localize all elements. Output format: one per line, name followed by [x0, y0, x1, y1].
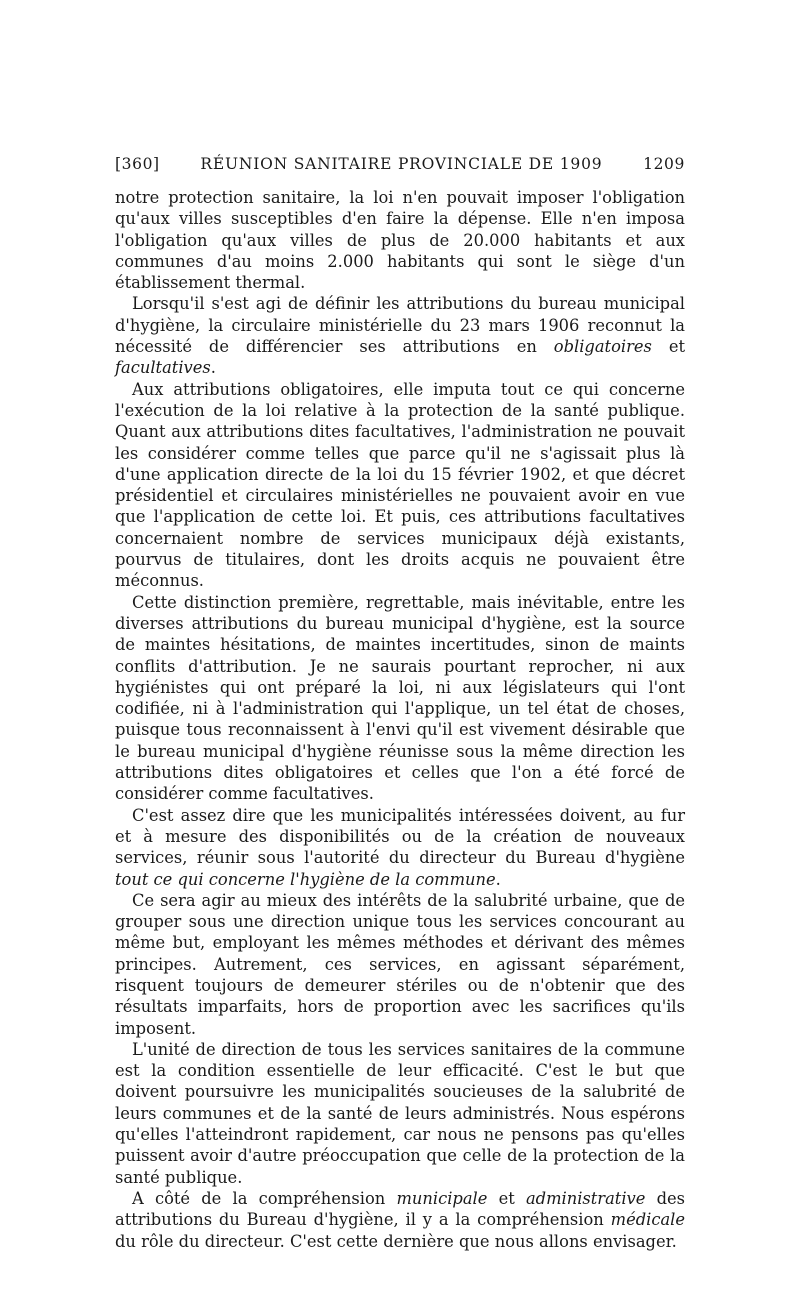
- paragraph: [115, 1039, 685, 1188]
- italic-text: facultatives: [115, 358, 211, 378]
- text-run: Aux attributions obligatoires, elle imputa tout ce qui concerne l'exécution de la loi relative à la protection de la santé publique. Quant aux attributions dites facultatives, l'administration ne pouvait les considérer comme telles que parce qu'il ne s'agissait plus là d'une application directe de la loi du 15 février 1902, et que décret présidentiel et circulaires ministérielles ne pouvaient avoir en vue que l'application de cette loi. Et puis, ces attributions facultatives concernaient nombre de services municipaux déjà existants, pourvus de titulaires, dont les droits acquis ne pouvaient être méconnus.: [115, 379, 685, 591]
- italic-text: obligatoires: [553, 337, 652, 357]
- running-title: RÉUNION SANITAIRE PROVINCIALE DE 1909: [200, 155, 603, 173]
- text-run: .: [495, 869, 501, 889]
- italic-text: médicale: [610, 1210, 685, 1230]
- italic-text: municipale: [396, 1188, 488, 1208]
- paragraph: [115, 187, 685, 293]
- running-header: [115, 155, 685, 173]
- text-run: .: [210, 358, 216, 378]
- text-run: et: [651, 337, 686, 357]
- text-run: notre protection sanitaire, la loi n'en pouvait imposer l'obligation qu'aux villes susceptibles d'en faire la dépense. Elle n'en imposa l'obligation qu'aux villes de plus de 20.000 habitants et aux communes d'au moins 2.000 habitants qui sont le siège d'un établissement thermal.: [115, 188, 685, 293]
- text-run: du rôle du directeur. C'est cette dernière que nous allons envisager.: [115, 1231, 677, 1251]
- page-number: 1209: [643, 155, 685, 173]
- paragraph: [115, 805, 685, 890]
- paragraph: [115, 592, 685, 805]
- paragraph: [115, 1188, 685, 1252]
- italic-text: tout ce qui concerne l'hygiène de la commune: [115, 869, 496, 889]
- text-run: des attributions du Bureau d'hygiène, il y a la compréhension: [115, 1188, 685, 1230]
- text-run: Cette distinction première, regrettable, mais inévitable, entre les diverses attributions du bureau municipal d'hygiène, est la source de maintes hésitations, de maintes incertitudes, sinon de maints conflits d'attribution. Je ne saurais pourtant reprocher, ni aux hygiénistes qui ont préparé la loi, ni aux législateurs qui l'ont codifiée, ni à l'administration qui l'applique, un tel état de choses, puisque tous reconnaissent à l'envi qu'il est vivement désirable que le bureau municipal d'hygiène réunisse sous la même direction les attributions dites obligatoires et celles que l'on a été forcé de considérer comme facultatives.: [115, 592, 685, 804]
- book-page: [115, 155, 685, 1252]
- text-run: Lorsqu'il s'est agi de définir les attributions du bureau municipal d'hygiène, la circulaire ministérielle du 23 mars 1906 reconnut la nécessité de différencier ses attributions en: [115, 294, 685, 357]
- text-run: A côté de la compréhension: [132, 1188, 397, 1208]
- page-reference: [360]: [115, 155, 160, 173]
- paragraph: [115, 293, 685, 378]
- text-run: L'unité de direction de tous les services sanitaires de la commune est la condition essentielle de leur efficacité. C'est le but que doivent poursuivre les municipalités soucieuses de la salubrité de leurs communes et de la santé de leurs administrés. Nous espérons qu'elles l'atteindront rapidement, car nous ne pensons pas qu'elles puissent avoir d'autre préoccupation que celle de la protection de la santé publique.: [115, 1039, 685, 1187]
- paragraph: [115, 379, 685, 592]
- body-text: [115, 187, 685, 1252]
- italic-text: administrative: [525, 1188, 646, 1208]
- text-run: C'est assez dire que les municipalités intéressées doivent, au fur et à mesure des disponibilités ou de la création de nouveaux services, réunir sous l'autorité du directeur du Bureau d'hygiène: [115, 805, 685, 868]
- text-run: Ce sera agir au mieux des intérêts de la salubrité urbaine, que de grouper sous une direction unique tous les services concourant au même but, employant les mêmes méthodes et dérivant des mêmes principes. Autrement, ces services, en agissant séparément, risquent toujours de demeurer stériles ou de n'obtenir que des résultats imparfaits, hors de proportion avec les sacrifices qu'ils imposent.: [115, 890, 685, 1038]
- text-run: et: [487, 1188, 526, 1208]
- paragraph: [115, 890, 685, 1039]
